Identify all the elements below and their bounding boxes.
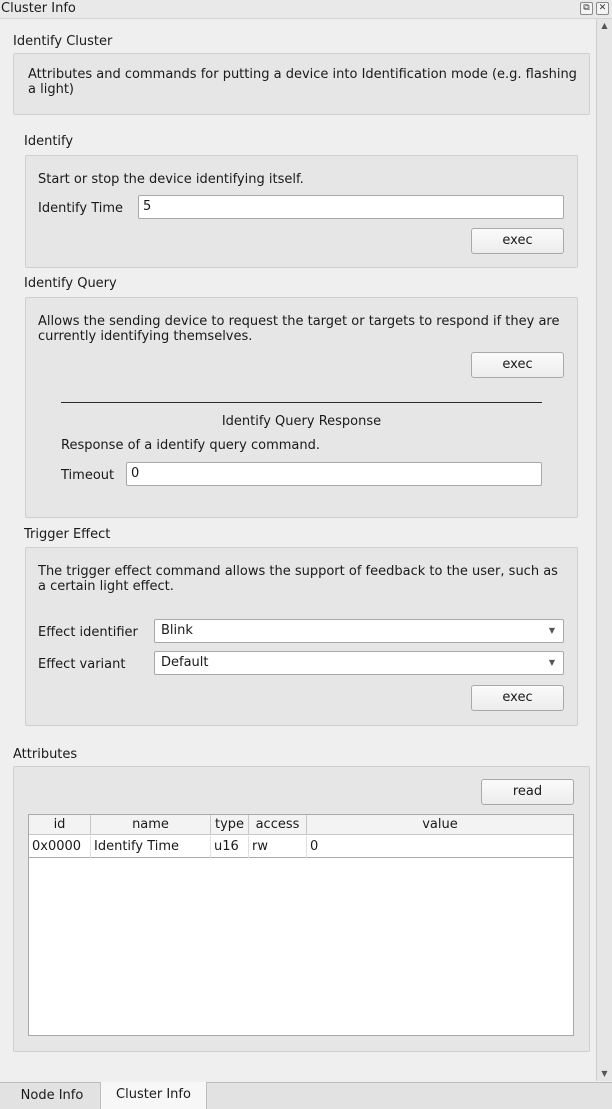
identify-box — [25, 155, 578, 268]
effect-variant-select[interactable] — [154, 651, 564, 675]
attributes-read-button[interactable]: read — [481, 779, 574, 805]
cell-access: rw — [249, 836, 307, 858]
vertical-scrollbar[interactable] — [596, 19, 612, 1081]
dock-tab-bar — [0, 1082, 612, 1109]
col-header-name[interactable]: name — [91, 815, 211, 835]
close-icon[interactable]: ✕ — [596, 2, 609, 15]
chevron-down-icon: ▼ — [548, 626, 555, 635]
identify-exec-button[interactable]: exec — [471, 228, 564, 254]
effect-identifier-value: Blink — [161, 623, 193, 638]
effect-variant-value: Default — [161, 655, 209, 670]
response-description: Response of a identify query command. — [61, 438, 320, 453]
response-divider — [61, 402, 542, 403]
scroll-up-icon[interactable]: ▲ — [601, 21, 608, 30]
identify-query-description: Allows the sending device to request the target or targets to respond if they are currently identifying themselves. — [38, 314, 560, 344]
float-icon[interactable]: ⧉ — [580, 2, 593, 15]
col-header-type[interactable]: type — [211, 815, 249, 835]
col-header-value[interactable]: value — [307, 815, 573, 835]
identify-time-label: Identify Time — [38, 201, 124, 216]
response-title: Identify Query Response — [221, 414, 382, 429]
cell-id: 0x0000 — [29, 836, 91, 858]
effect-identifier-label: Effect identifier — [38, 625, 138, 640]
cluster-title: Identify Cluster — [13, 34, 113, 49]
effect-variant-label: Effect variant — [38, 657, 126, 672]
identify-description: Start or stop the device identifying itself. — [38, 172, 304, 187]
trigger-effect-exec-button[interactable]: exec — [471, 685, 564, 711]
tab-cluster-info[interactable]: Cluster Info — [100, 1082, 207, 1109]
identify-query-exec-button[interactable]: exec — [471, 352, 564, 378]
col-header-access[interactable]: access — [249, 815, 307, 835]
trigger-effect-description: The trigger effect command allows the support of feedback to the user, such as a certain light effect. — [38, 564, 558, 594]
scroll-down-icon[interactable]: ▼ — [601, 1069, 608, 1078]
attributes-title: Attributes — [13, 747, 78, 762]
trigger-effect-box — [25, 547, 578, 726]
cell-name: Identify Time — [91, 836, 211, 858]
trigger-effect-title: Trigger Effect — [24, 527, 111, 542]
chevron-down-icon: ▼ — [548, 658, 555, 667]
identify-time-input[interactable]: 5 — [138, 195, 564, 219]
tab-node-info[interactable]: Node Info — [20, 1088, 84, 1103]
timeout-input[interactable]: 0 — [126, 462, 542, 486]
cell-value[interactable]: 0 — [310, 839, 319, 854]
identify-title: Identify — [24, 134, 74, 149]
timeout-label: Timeout — [61, 468, 115, 483]
attributes-table[interactable] — [28, 814, 574, 1036]
col-header-id[interactable]: id — [29, 815, 91, 835]
cluster-description: Attributes and commands for putting a device into Identification mode (e.g. flashing a light) — [28, 67, 577, 97]
panel-titlebar — [0, 0, 612, 19]
identify-query-title: Identify Query — [24, 276, 117, 291]
effect-identifier-select[interactable] — [154, 619, 564, 643]
identify-query-box — [25, 297, 578, 518]
cell-type: u16 — [211, 836, 249, 858]
cluster-description-box — [13, 53, 590, 115]
panel-title: Cluster Info — [1, 1, 76, 16]
